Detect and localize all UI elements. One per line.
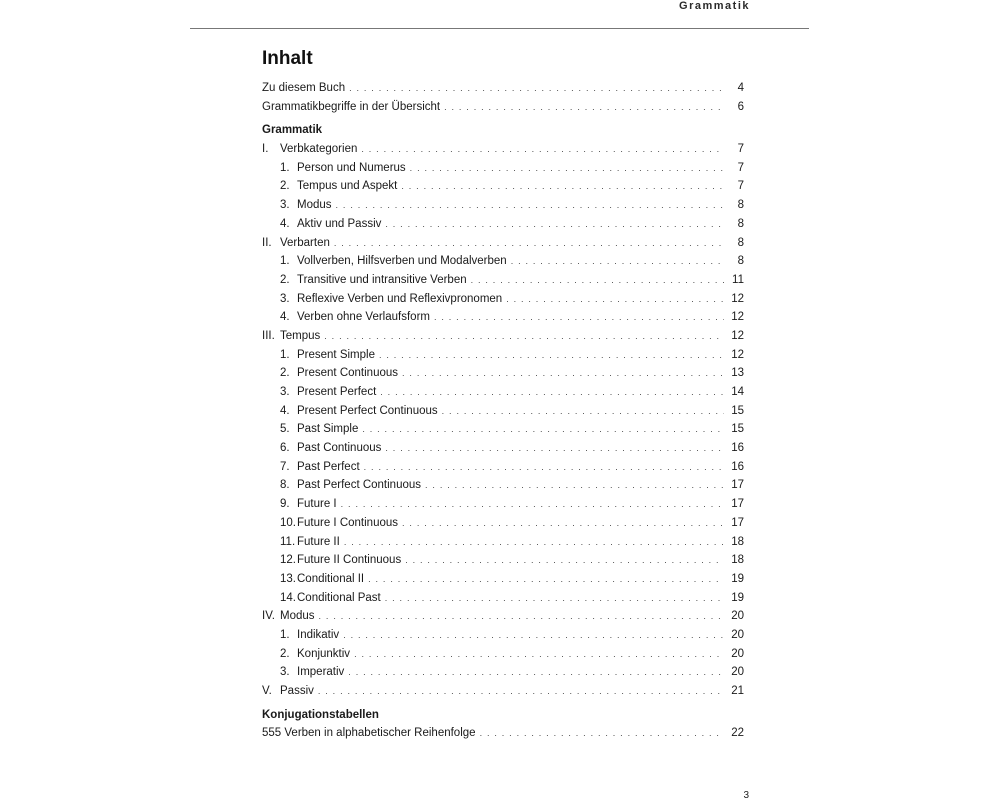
toc-entry-page: 18 (731, 554, 744, 567)
toc-entry-number: 4. (280, 217, 290, 230)
toc-chapter-entry[interactable] (262, 682, 744, 701)
toc-entry-label: Person und Numerus (297, 161, 406, 174)
toc-entry-page: 8 (737, 217, 744, 230)
dot-leader (442, 402, 724, 421)
toc-subentry[interactable] (262, 346, 744, 365)
toc-entry-page: 8 (737, 236, 744, 249)
toc-entry-number: 6. (280, 442, 290, 455)
toc-subentry[interactable] (262, 570, 744, 589)
toc-entry-page: 21 (731, 685, 744, 697)
toc-entry-label: Future II (297, 535, 340, 548)
toc-subentry[interactable] (262, 290, 744, 309)
toc-entry-page: 20 (731, 647, 744, 660)
toc-subentry[interactable] (262, 159, 744, 178)
toc-subentry[interactable] (262, 495, 744, 514)
toc-entry-page: 11 (732, 273, 744, 286)
toc-entry-label: Imperativ (297, 666, 345, 679)
toc-subentry[interactable] (262, 589, 744, 608)
toc-entry-number: 11. (280, 535, 296, 548)
toc-entry-page: 15 (731, 423, 744, 436)
toc-entry-label: Vollverben, Hilfsverben und Modalverben (297, 255, 507, 268)
toc-entry-number: III. (262, 329, 275, 342)
toc-entry-page: 12 (731, 329, 744, 342)
toc-entry-page: 17 (731, 498, 744, 511)
table-of-contents (262, 45, 744, 743)
toc-entry-number: 3. (280, 386, 290, 398)
toc-entry-number: IV. (262, 610, 276, 623)
toc-intro-list (262, 79, 744, 116)
toc-entry-number: 2. (280, 647, 290, 660)
toc-entry-number: 2. (280, 180, 290, 193)
dot-leader (434, 308, 724, 327)
toc-entry-page: 12 (731, 311, 744, 324)
toc-entry-number: 10. (280, 516, 296, 529)
toc-entry-page: 7 (737, 143, 744, 156)
dot-leader (385, 439, 724, 458)
dot-leader (405, 551, 724, 570)
toc-subentry[interactable] (262, 364, 744, 383)
dot-leader (354, 645, 724, 664)
dot-leader (471, 271, 724, 290)
toc-entry-page: 17 (731, 479, 744, 492)
toc-entry-number: II. (262, 236, 272, 249)
toc-entry-number: 4. (280, 311, 290, 324)
dot-leader (410, 159, 724, 178)
dot-leader (343, 626, 724, 645)
toc-entry[interactable] (262, 98, 744, 117)
toc-entry-label: Zu diesem Buch (262, 82, 346, 94)
toc-entry-number: 12. (280, 554, 296, 567)
dot-leader (348, 663, 724, 682)
dot-leader (368, 570, 724, 589)
toc-entry-label: Past Perfect Continuous (297, 479, 422, 492)
toc-entry-label: Future II Continuous (297, 554, 402, 567)
toc-entry-label: Conditional Past (297, 591, 381, 604)
toc-entry-page: 15 (731, 404, 744, 417)
toc-entry-label: Past Continuous (297, 442, 382, 455)
toc-entry-number: 1. (280, 255, 290, 268)
toc-entry-page: 20 (731, 628, 744, 641)
toc-subentry[interactable] (262, 645, 744, 664)
dot-leader (344, 533, 724, 552)
toc-entry-page: 8 (737, 199, 744, 212)
toc-entry-page: 7 (737, 180, 744, 193)
header-rule (190, 28, 809, 29)
dot-leader (336, 196, 724, 215)
toc-entry-label: Verbarten (280, 236, 330, 249)
toc-entry-label: Past Simple (297, 423, 359, 436)
toc-entry-page: 12 (731, 348, 744, 361)
toc-entry-label: Future I Continuous (297, 516, 399, 529)
toc-entry-label: Present Perfect (297, 386, 377, 398)
toc-entry-label: Aktiv und Passiv (297, 217, 382, 230)
dot-leader (385, 589, 724, 608)
dot-leader (334, 234, 724, 253)
toc-entry-page: 20 (731, 610, 744, 623)
toc-subentry[interactable] (262, 308, 744, 327)
toc-entry-page: 7 (737, 161, 744, 174)
toc-entry-number: 3. (280, 292, 290, 305)
dot-leader (425, 476, 724, 495)
toc-entry-page: 6 (737, 100, 744, 113)
toc-subentry[interactable] (262, 476, 744, 495)
toc-entry-label: Past Perfect (297, 460, 360, 473)
toc-entry-page: 12 (731, 292, 744, 305)
toc-chapter-entry[interactable] (262, 607, 744, 626)
toc-entry-label: Future I (297, 498, 337, 511)
dot-leader (480, 724, 724, 743)
dot-leader (319, 607, 724, 626)
running-head: Grammatik (679, 0, 750, 12)
toc-entry-number: 1. (280, 628, 290, 641)
toc-subentry[interactable] (262, 514, 744, 533)
toc-entry-number: 8. (280, 479, 290, 492)
dot-leader (511, 252, 724, 271)
toc-entry-label: Konjunktiv (297, 647, 351, 660)
dot-leader (324, 327, 724, 346)
dot-leader (362, 420, 724, 439)
section-title-konjugationstabellen: Konjugationstabellen (262, 708, 379, 721)
toc-subentry[interactable] (262, 177, 744, 196)
toc-entry-label: Present Continuous (297, 367, 399, 380)
toc-entry-number: V. (262, 685, 272, 697)
toc-entry-number: 5. (280, 423, 290, 436)
toc-entry-page: 22 (731, 727, 744, 740)
toc-entry-page: 16 (731, 442, 744, 455)
toc-entry-page: 8 (737, 255, 744, 268)
toc-entry-number: 3. (280, 199, 290, 212)
page-number: 3 (743, 790, 749, 801)
dot-leader (341, 495, 724, 514)
toc-subentry[interactable] (262, 420, 744, 439)
toc-subentry[interactable] (262, 663, 744, 682)
toc-subentry[interactable] (262, 196, 744, 215)
toc-entry-label: Grammatikbegriffe in der Übersicht (262, 100, 441, 113)
dot-leader (380, 383, 724, 402)
toc-entry-number: 14. (280, 591, 296, 604)
toc-subentry[interactable] (262, 383, 744, 402)
toc-entry-number: 7. (280, 460, 290, 473)
section-title-grammatik: Grammatik (262, 124, 323, 137)
toc-entry-label: Conditional II (297, 572, 365, 585)
toc-entry-number: 1. (280, 348, 290, 361)
toc-entry-label: Tempus (280, 329, 321, 342)
toc-entry-page: 4 (737, 82, 744, 94)
dot-leader (402, 514, 724, 533)
toc-chapter-entry[interactable] (262, 140, 744, 159)
dot-leader (401, 177, 724, 196)
toc-subentry[interactable] (262, 626, 744, 645)
toc-entry-page: 13 (731, 367, 744, 380)
dot-leader (361, 140, 724, 159)
toc-entry-label: Passiv (280, 685, 314, 697)
toc-entry-page: 20 (731, 666, 744, 679)
dot-leader (364, 458, 724, 477)
toc-entry-number: 2. (280, 273, 290, 286)
toc-subentry[interactable] (262, 533, 744, 552)
toc-entry-page: 16 (731, 460, 744, 473)
toc-chapter-entry[interactable] (262, 234, 744, 253)
toc-entry-page: 19 (731, 572, 744, 585)
toc-grammatik-list (262, 140, 744, 701)
toc-chapter-entry[interactable] (262, 327, 744, 346)
dot-leader (379, 346, 724, 365)
toc-entry-page: 19 (731, 591, 744, 604)
toc-subentry[interactable] (262, 215, 744, 234)
toc-entry-label: Reflexive Verben und Reflexivpronomen (297, 292, 503, 305)
toc-entry-number: 13. (280, 572, 296, 585)
toc-entry-label: Indikativ (297, 628, 340, 641)
toc-subentry[interactable] (262, 551, 744, 570)
dot-leader (385, 215, 724, 234)
toc-entry-page: 14 (731, 386, 744, 398)
dot-leader (444, 98, 724, 117)
toc-entry-number: 2. (280, 367, 290, 380)
toc-entry-number: 4. (280, 404, 290, 417)
toc-subentry[interactable] (262, 402, 744, 421)
dot-leader (349, 79, 724, 98)
toc-subentry[interactable] (262, 458, 744, 477)
toc-entry-label: Transitive und intransitive Verben (297, 273, 467, 286)
toc-entry-label: Verbkategorien (280, 143, 358, 156)
toc-entry-label: Verben ohne Verlaufsform (297, 311, 430, 324)
toc-entry-number: 1. (280, 161, 290, 174)
dot-leader (506, 290, 724, 309)
toc-entry-page: 17 (731, 516, 744, 529)
toc-subentry[interactable] (262, 439, 744, 458)
toc-entry-label: Modus (280, 610, 315, 623)
toc-entry-number: 3. (280, 666, 290, 679)
dot-leader (402, 364, 724, 383)
toc-entry-number: I. (262, 143, 269, 156)
toc-entry-page: 18 (731, 535, 744, 548)
toc-subentry[interactable] (262, 252, 744, 271)
toc-entry[interactable] (262, 79, 744, 98)
toc-entry-label: 555 Verben in alphabetischer Reihenfolge (262, 727, 476, 740)
page-title: Inhalt (262, 48, 313, 69)
dot-leader (318, 682, 724, 701)
toc-entry[interactable] (262, 724, 744, 743)
toc-entry-number: 9. (280, 498, 290, 511)
toc-entry-label: Tempus und Aspekt (297, 180, 398, 193)
toc-entry-label: Modus (297, 199, 332, 212)
toc-subentry[interactable] (262, 271, 744, 290)
toc-entry-label: Present Perfect Continuous (297, 404, 438, 417)
toc-entry-label: Present Simple (297, 348, 375, 361)
